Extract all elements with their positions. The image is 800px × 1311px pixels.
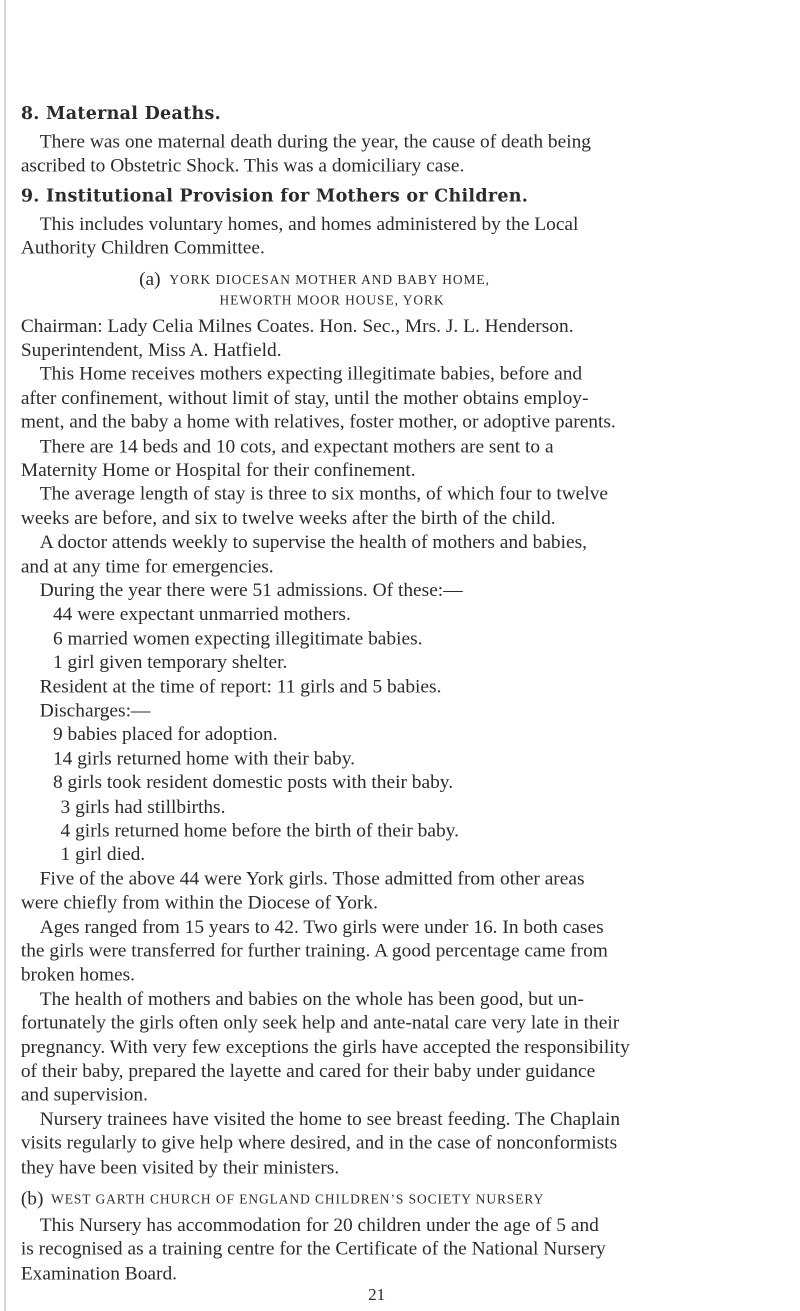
list-item: 14 girls returned home with their baby. (52, 748, 356, 770)
body-line: visits regularly to give help where desired, and in the case of nonconformists (20, 1132, 618, 1154)
body-line: This Nursery has accommodation for 20 children under the age of 5 and (39, 1214, 599, 1236)
list-item: 9 babies placed for adoption. (52, 724, 278, 746)
body-line: of their baby, prepared the layette and cared for their baby under guidance (20, 1060, 596, 1082)
body-line: Maternity Home or Hospital for their confinement. (20, 459, 416, 481)
body-line: This Home receives mothers expecting illegitimate babies, before and (39, 363, 583, 385)
body-line: they have been visited by their ministers. (20, 1156, 340, 1178)
subsection-a-title: YORK DIOCESAN MOTHER AND BABY HOME, (169, 272, 490, 288)
body-line: Nursery trainees have visited the home to see breast feeding. The Chaplain (39, 1108, 621, 1130)
list-item: 6 married women expecting illegitimate babies. (52, 628, 423, 649)
body-line: fortunately the girls often only seek help and ante-natal care very late in their (20, 1012, 620, 1034)
page-number: 21 (368, 1285, 386, 1305)
body-line: Resident at the time of report: 11 girls and 5 babies. (39, 676, 442, 697)
body-line: Examination Board. (20, 1262, 178, 1284)
body-line: A doctor attends weekly to supervise the health of mothers and babies, (39, 531, 588, 553)
body-line: Ages ranged from 15 years to 42. Two girls were under 16. In both cases (39, 916, 604, 938)
body-line: the girls were transferred for further training. A good percentage came from (20, 940, 608, 962)
section-8-line: ascribed to Obstetric Shock. This was a domiciliary case. (20, 155, 465, 177)
body-line: after confinement, without limit of stay, until the mother obtains employ- (20, 387, 589, 409)
list-item: 1 girl died. (60, 844, 146, 866)
body-line: During the year there were 51 admissions. Of these:— (39, 580, 463, 601)
body-line: is recognised as a training centre for the Certificate of the National Nursery (20, 1238, 606, 1260)
subsection-a-title: HEWORTH MOOR HOUSE, YORK (219, 292, 445, 309)
body-line: ment, and the baby a home with relatives, foster mother, or adoptive parents. (20, 411, 616, 433)
body-line: The health of mothers and babies on the whole has been good, but un- (39, 988, 584, 1010)
body-line: were chiefly from within the Diocese of York. (20, 892, 378, 914)
section-9-heading: 9. Institutional Provision for Mothers or Children. (20, 186, 529, 207)
body-line: broken homes. (20, 964, 136, 986)
subsection-a-label: (a) (139, 268, 161, 290)
section-9-line: Authority Children Committee. (20, 237, 265, 259)
list-item: 4 girls returned home before the birth of their baby. (60, 820, 459, 842)
section-9-line: This includes voluntary homes, and homes administered by the Local (39, 213, 579, 235)
body-line: The average length of stay is three to six months, of which four to twelve (39, 483, 609, 505)
body-line: Chairman: Lady Celia Milnes Coates. Hon. Sec., Mrs. J. L. Henderson. (20, 315, 574, 337)
page-edge-shadow (4, 0, 6, 1311)
subsection-b-title: WEST GARTH CHURCH OF ENGLAND CHILDREN’S SOCIETY NURSERY (51, 1192, 545, 1208)
body-line: There are 14 beds and 10 cots, and expectant mothers are sent to a (39, 435, 554, 457)
subsection-b-label: (b) (20, 1188, 44, 1210)
list-item: 1 girl given temporary shelter. (52, 652, 288, 673)
list-item: 3 girls had stillbirths. (60, 796, 226, 818)
section-8-line: There was one maternal death during the year, the cause of death being (39, 131, 592, 153)
body-line: and supervision. (20, 1084, 148, 1106)
body-line: weeks are before, and six to twelve weeks after the birth of the child. (20, 507, 556, 529)
section-8-heading: 8. Maternal Deaths. (20, 104, 221, 124)
list-item: 44 were expectant unmarried mothers. (52, 604, 351, 625)
body-line: Five of the above 44 were York girls. Those admitted from other areas (39, 868, 585, 890)
body-line: Discharges:— (39, 700, 151, 722)
body-line: Superintendent, Miss A. Hatfield. (20, 339, 282, 361)
body-line: and at any time for emergencies. (20, 555, 274, 577)
body-line: pregnancy. With very few exceptions the girls have accepted the responsibility (20, 1036, 630, 1058)
list-item: 8 girls took resident domestic posts with their baby. (52, 772, 454, 794)
